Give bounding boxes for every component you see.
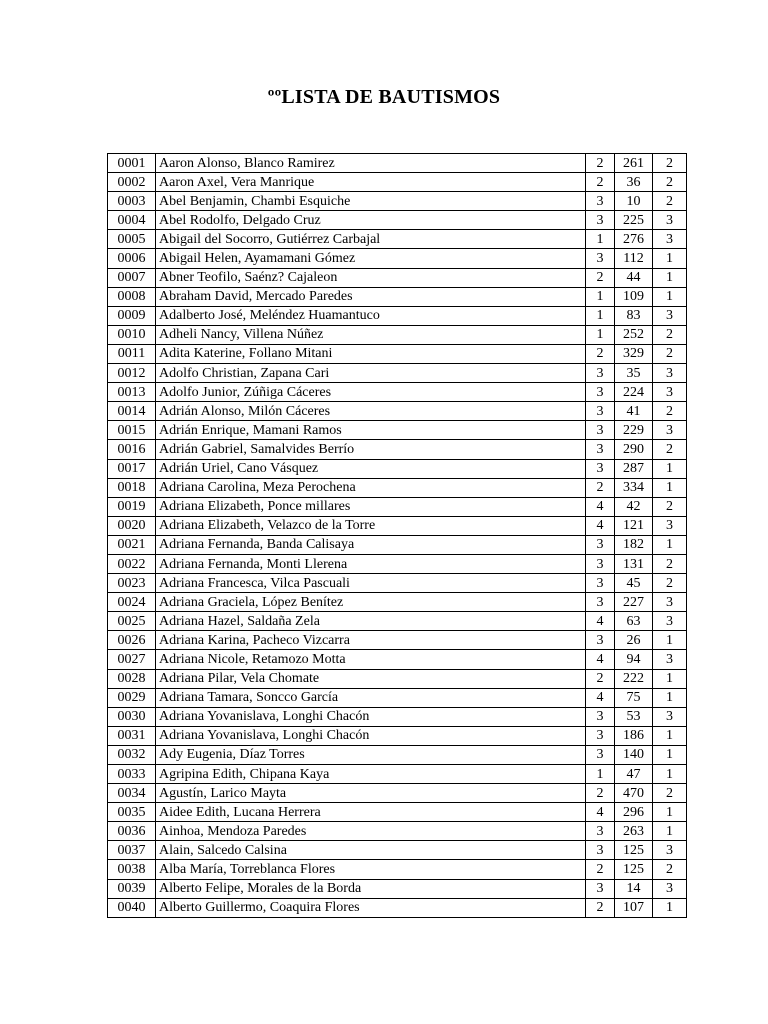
record-number-cell: 1 (653, 268, 687, 287)
table-row (108, 287, 687, 306)
record-number-cell: 2 (653, 344, 687, 363)
record-book-cell: 2 (586, 898, 615, 917)
record-id-cell: 0031 (108, 726, 156, 745)
record-number-cell: 1 (653, 822, 687, 841)
record-folio-cell: 107 (615, 898, 653, 917)
table-row (108, 765, 687, 784)
record-number-cell: 3 (653, 211, 687, 230)
table-row (108, 745, 687, 764)
record-number-cell: 3 (653, 230, 687, 249)
table-row (108, 516, 687, 535)
record-book-cell: 3 (586, 249, 615, 268)
record-number-cell: 1 (653, 287, 687, 306)
record-folio-cell: 109 (615, 287, 653, 306)
record-book-cell: 2 (586, 669, 615, 688)
record-number-cell: 3 (653, 841, 687, 860)
record-folio-cell: 329 (615, 344, 653, 363)
record-name-cell: Abel Benjamin, Chambi Esquiche (156, 192, 586, 211)
record-folio-cell: 252 (615, 325, 653, 344)
table-row (108, 249, 687, 268)
record-name-cell: Adriana Fernanda, Banda Calisaya (156, 535, 586, 554)
record-id-cell: 0021 (108, 535, 156, 554)
table-row (108, 726, 687, 745)
record-name-cell: Adrián Alonso, Milón Cáceres (156, 402, 586, 421)
record-id-cell: 0014 (108, 402, 156, 421)
record-number-cell: 1 (653, 745, 687, 764)
record-book-cell: 2 (586, 173, 615, 192)
record-name-cell: Aaron Axel, Vera Manrique (156, 173, 586, 192)
table-row (108, 822, 687, 841)
record-number-cell: 1 (653, 726, 687, 745)
record-folio-cell: 261 (615, 154, 653, 173)
table-row (108, 688, 687, 707)
record-id-cell: 0012 (108, 364, 156, 383)
record-book-cell: 3 (586, 593, 615, 612)
record-book-cell: 3 (586, 726, 615, 745)
table-row (108, 192, 687, 211)
record-number-cell: 3 (653, 383, 687, 402)
record-number-cell: 2 (653, 154, 687, 173)
record-number-cell: 1 (653, 765, 687, 784)
record-folio-cell: 10 (615, 192, 653, 211)
record-number-cell: 1 (653, 688, 687, 707)
record-number-cell: 1 (653, 459, 687, 478)
record-book-cell: 3 (586, 745, 615, 764)
record-book-cell: 3 (586, 535, 615, 554)
baptism-records-table (107, 153, 687, 918)
record-name-cell: Aaron Alonso, Blanco Ramirez (156, 154, 586, 173)
record-book-cell: 4 (586, 803, 615, 822)
record-name-cell: Aidee Edith, Lucana Herrera (156, 803, 586, 822)
record-book-cell: 3 (586, 459, 615, 478)
record-name-cell: Adalberto José, Meléndez Huamantuco (156, 306, 586, 325)
record-number-cell: 3 (653, 593, 687, 612)
record-name-cell: Adheli Nancy, Villena Núñez (156, 325, 586, 344)
record-id-cell: 0011 (108, 344, 156, 363)
table-row (108, 306, 687, 325)
record-number-cell: 3 (653, 364, 687, 383)
record-number-cell: 3 (653, 612, 687, 631)
record-name-cell: Adriana Pilar, Vela Chomate (156, 669, 586, 688)
table-row (108, 631, 687, 650)
record-name-cell: Adrián Enrique, Mamani Ramos (156, 421, 586, 440)
record-id-cell: 0033 (108, 765, 156, 784)
record-folio-cell: 140 (615, 745, 653, 764)
record-folio-cell: 53 (615, 707, 653, 726)
record-number-cell: 1 (653, 249, 687, 268)
record-folio-cell: 296 (615, 803, 653, 822)
record-number-cell: 2 (653, 192, 687, 211)
table-row (108, 211, 687, 230)
record-id-cell: 0028 (108, 669, 156, 688)
record-id-cell: 0005 (108, 230, 156, 249)
table-row (108, 784, 687, 803)
record-folio-cell: 94 (615, 650, 653, 669)
record-book-cell: 4 (586, 612, 615, 631)
table-row (108, 535, 687, 554)
record-book-cell: 2 (586, 154, 615, 173)
record-book-cell: 3 (586, 841, 615, 860)
table-row (108, 402, 687, 421)
record-id-cell: 0039 (108, 879, 156, 898)
record-folio-cell: 125 (615, 841, 653, 860)
table-row (108, 268, 687, 287)
record-book-cell: 3 (586, 211, 615, 230)
record-book-cell: 1 (586, 230, 615, 249)
record-id-cell: 0035 (108, 803, 156, 822)
record-id-cell: 0022 (108, 554, 156, 573)
record-id-cell: 0020 (108, 516, 156, 535)
record-book-cell: 3 (586, 192, 615, 211)
record-name-cell: Adriana Tamara, Soncco García (156, 688, 586, 707)
record-number-cell: 2 (653, 325, 687, 344)
record-id-cell: 0003 (108, 192, 156, 211)
table-row (108, 325, 687, 344)
record-book-cell: 3 (586, 364, 615, 383)
record-name-cell: Abraham David, Mercado Paredes (156, 287, 586, 306)
table-row (108, 459, 687, 478)
table-row (108, 860, 687, 879)
record-book-cell: 3 (586, 707, 615, 726)
record-book-cell: 3 (586, 402, 615, 421)
table-row (108, 497, 687, 516)
record-number-cell: 1 (653, 803, 687, 822)
record-number-cell: 2 (653, 497, 687, 516)
record-folio-cell: 14 (615, 879, 653, 898)
page-title: ººLISTA DE BAUTISMOS (267, 86, 501, 108)
record-id-cell: 0006 (108, 249, 156, 268)
record-number-cell: 2 (653, 784, 687, 803)
record-id-cell: 0030 (108, 707, 156, 726)
table-row (108, 364, 687, 383)
record-folio-cell: 229 (615, 421, 653, 440)
record-folio-cell: 290 (615, 440, 653, 459)
record-book-cell: 1 (586, 325, 615, 344)
record-name-cell: Adrián Uriel, Cano Vásquez (156, 459, 586, 478)
record-number-cell: 1 (653, 631, 687, 650)
record-id-cell: 0025 (108, 612, 156, 631)
record-folio-cell: 287 (615, 459, 653, 478)
record-book-cell: 3 (586, 574, 615, 593)
table-row (108, 154, 687, 173)
record-name-cell: Adriana Karina, Pacheco Vizcarra (156, 631, 586, 650)
record-folio-cell: 26 (615, 631, 653, 650)
record-name-cell: Adriana Elizabeth, Velazco de la Torre (156, 516, 586, 535)
record-folio-cell: 334 (615, 478, 653, 497)
record-id-cell: 0034 (108, 784, 156, 803)
record-folio-cell: 470 (615, 784, 653, 803)
record-name-cell: Adrián Gabriel, Samalvides Berrío (156, 440, 586, 459)
record-name-cell: Abel Rodolfo, Delgado Cruz (156, 211, 586, 230)
record-name-cell: Adriana Fernanda, Monti Llerena (156, 554, 586, 573)
record-name-cell: Adriana Carolina, Meza Perochena (156, 478, 586, 497)
record-id-cell: 0004 (108, 211, 156, 230)
record-number-cell: 1 (653, 669, 687, 688)
record-book-cell: 2 (586, 784, 615, 803)
record-name-cell: Abigail del Socorro, Gutiérrez Carbajal (156, 230, 586, 249)
record-name-cell: Adriana Francesca, Vilca Pascuali (156, 574, 586, 593)
record-name-cell: Alberto Guillermo, Coaquira Flores (156, 898, 586, 917)
record-folio-cell: 42 (615, 497, 653, 516)
record-book-cell: 1 (586, 287, 615, 306)
record-name-cell: Adriana Nicole, Retamozo Motta (156, 650, 586, 669)
record-name-cell: Abigail Helen, Ayamamani Gómez (156, 249, 586, 268)
record-book-cell: 1 (586, 765, 615, 784)
record-id-cell: 0017 (108, 459, 156, 478)
record-folio-cell: 35 (615, 364, 653, 383)
table-row (108, 841, 687, 860)
record-name-cell: Adriana Graciela, López Benítez (156, 593, 586, 612)
record-id-cell: 0016 (108, 440, 156, 459)
record-book-cell: 3 (586, 879, 615, 898)
record-folio-cell: 112 (615, 249, 653, 268)
table-row (108, 879, 687, 898)
record-name-cell: Adriana Elizabeth, Ponce millares (156, 497, 586, 516)
record-name-cell: Adolfo Junior, Zúñiga Cáceres (156, 383, 586, 402)
record-id-cell: 0029 (108, 688, 156, 707)
record-number-cell: 1 (653, 535, 687, 554)
record-id-cell: 0013 (108, 383, 156, 402)
record-folio-cell: 47 (615, 765, 653, 784)
record-name-cell: Alba María, Torreblanca Flores (156, 860, 586, 879)
record-folio-cell: 186 (615, 726, 653, 745)
record-book-cell: 3 (586, 631, 615, 650)
record-number-cell: 2 (653, 574, 687, 593)
table-row (108, 421, 687, 440)
record-name-cell: Adolfo Christian, Zapana Cari (156, 364, 586, 383)
record-folio-cell: 224 (615, 383, 653, 402)
record-number-cell: 2 (653, 554, 687, 573)
record-number-cell: 1 (653, 898, 687, 917)
table-row (108, 650, 687, 669)
record-folio-cell: 41 (615, 402, 653, 421)
record-folio-cell: 63 (615, 612, 653, 631)
record-book-cell: 2 (586, 860, 615, 879)
record-id-cell: 0040 (108, 898, 156, 917)
record-book-cell: 1 (586, 306, 615, 325)
record-id-cell: 0007 (108, 268, 156, 287)
record-number-cell: 1 (653, 478, 687, 497)
record-number-cell: 2 (653, 402, 687, 421)
record-book-cell: 2 (586, 268, 615, 287)
record-book-cell: 2 (586, 478, 615, 497)
record-book-cell: 3 (586, 383, 615, 402)
table-row (108, 593, 687, 612)
record-folio-cell: 276 (615, 230, 653, 249)
record-book-cell: 4 (586, 497, 615, 516)
record-book-cell: 4 (586, 688, 615, 707)
record-id-cell: 0001 (108, 154, 156, 173)
record-id-cell: 0015 (108, 421, 156, 440)
record-name-cell: Alberto Felipe, Morales de la Borda (156, 879, 586, 898)
record-name-cell: Alain, Salcedo Calsina (156, 841, 586, 860)
record-folio-cell: 44 (615, 268, 653, 287)
table-row (108, 230, 687, 249)
record-id-cell: 0008 (108, 287, 156, 306)
record-folio-cell: 222 (615, 669, 653, 688)
record-number-cell: 2 (653, 860, 687, 879)
record-number-cell: 3 (653, 879, 687, 898)
record-book-cell: 3 (586, 421, 615, 440)
table-row (108, 803, 687, 822)
record-name-cell: Agustín, Larico Mayta (156, 784, 586, 803)
record-id-cell: 0027 (108, 650, 156, 669)
record-number-cell: 3 (653, 707, 687, 726)
record-name-cell: Adita Katerine, Follano Mitani (156, 344, 586, 363)
table-row (108, 440, 687, 459)
record-name-cell: Adriana Hazel, Saldaña Zela (156, 612, 586, 631)
record-folio-cell: 75 (615, 688, 653, 707)
record-id-cell: 0019 (108, 497, 156, 516)
record-id-cell: 0038 (108, 860, 156, 879)
record-book-cell: 4 (586, 516, 615, 535)
record-book-cell: 4 (586, 650, 615, 669)
record-folio-cell: 121 (615, 516, 653, 535)
record-id-cell: 0026 (108, 631, 156, 650)
table-row (108, 898, 687, 917)
record-name-cell: Ady Eugenia, Díaz Torres (156, 745, 586, 764)
record-number-cell: 2 (653, 173, 687, 192)
record-book-cell: 3 (586, 554, 615, 573)
record-number-cell: 3 (653, 421, 687, 440)
record-name-cell: Adriana Yovanislava, Longhi Chacón (156, 726, 586, 745)
table-row (108, 173, 687, 192)
record-id-cell: 0018 (108, 478, 156, 497)
record-id-cell: 0023 (108, 574, 156, 593)
table-row (108, 383, 687, 402)
record-name-cell: Abner Teofilo, Saénz? Cajaleon (156, 268, 586, 287)
table-row (108, 669, 687, 688)
record-folio-cell: 182 (615, 535, 653, 554)
table-row (108, 707, 687, 726)
record-id-cell: 0032 (108, 745, 156, 764)
record-name-cell: Agripina Edith, Chipana Kaya (156, 765, 586, 784)
record-id-cell: 0024 (108, 593, 156, 612)
record-id-cell: 0009 (108, 306, 156, 325)
records-table-body (108, 154, 687, 918)
table-row (108, 612, 687, 631)
record-id-cell: 0036 (108, 822, 156, 841)
record-id-cell: 0010 (108, 325, 156, 344)
record-book-cell: 3 (586, 440, 615, 459)
record-folio-cell: 45 (615, 574, 653, 593)
record-name-cell: Ainhoa, Mendoza Paredes (156, 822, 586, 841)
record-folio-cell: 225 (615, 211, 653, 230)
table-row (108, 554, 687, 573)
record-id-cell: 0002 (108, 173, 156, 192)
record-folio-cell: 263 (615, 822, 653, 841)
record-folio-cell: 36 (615, 173, 653, 192)
record-number-cell: 2 (653, 440, 687, 459)
record-name-cell: Adriana Yovanislava, Longhi Chacón (156, 707, 586, 726)
record-folio-cell: 227 (615, 593, 653, 612)
record-book-cell: 3 (586, 822, 615, 841)
record-id-cell: 0037 (108, 841, 156, 860)
record-book-cell: 2 (586, 344, 615, 363)
record-number-cell: 3 (653, 306, 687, 325)
table-row (108, 574, 687, 593)
record-number-cell: 3 (653, 650, 687, 669)
table-row (108, 478, 687, 497)
record-folio-cell: 131 (615, 554, 653, 573)
record-folio-cell: 83 (615, 306, 653, 325)
record-number-cell: 3 (653, 516, 687, 535)
record-folio-cell: 125 (615, 860, 653, 879)
table-row (108, 344, 687, 363)
